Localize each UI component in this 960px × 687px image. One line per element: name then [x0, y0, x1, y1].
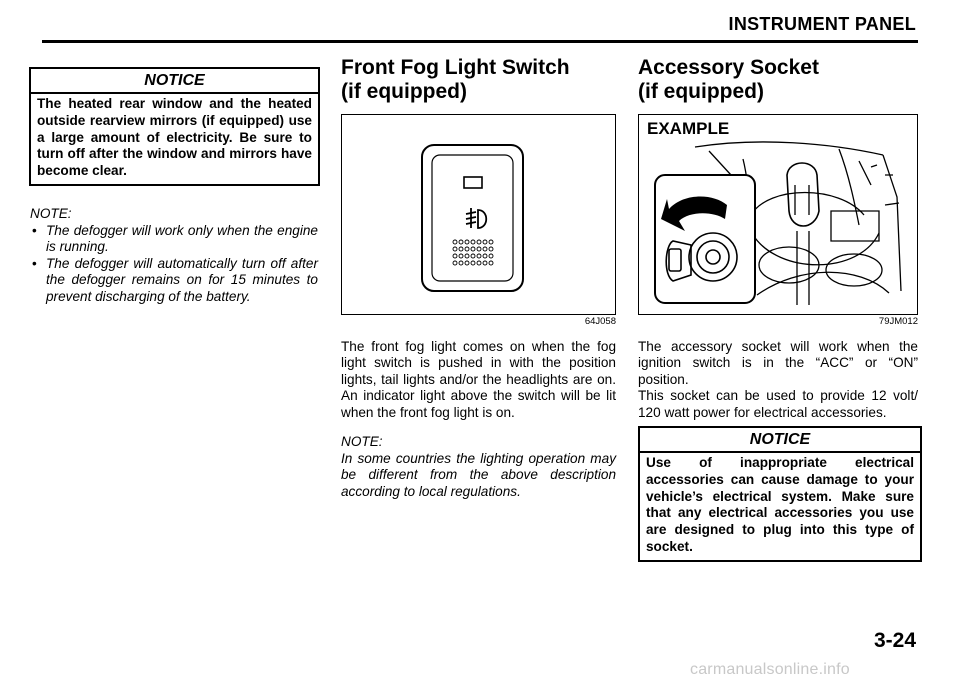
fog-switch-illustration [342, 115, 615, 314]
figure-example-label: EXAMPLE [647, 119, 730, 138]
note-label: NOTE: [30, 206, 72, 221]
note-label: NOTE: [341, 434, 383, 449]
note-item: • The defogger will automatically turn off after the defogger remains on for 15 minutes to prevent discharging of the battery. [30, 256, 318, 306]
switch-grip-dots [453, 240, 493, 265]
page-number: 3-24 [873, 629, 916, 652]
fog-light-paragraph: The front fog light comes on when the fog light switch is pushed in with the position lights, tail lights and/or the headlights are on. An indicator light above the switch will be lit when the front fog light is on. [341, 339, 616, 420]
fog-light-heading-line2: (if equipped) [341, 80, 467, 103]
notice-body: The heated rear window and the heated outside rearview mirrors (if equipped) use a large amount of electricity. Be sure to turn off after the window and mirrors have become clear. [37, 96, 312, 179]
notice-body: Use of inappropriate electrical accessories can cause damage to your vehicle’s electrical system. Make sure that any electrical accessories you use are designed to plug into this type of socket. [646, 455, 914, 554]
fog-light-heading [341, 56, 621, 104]
accessory-socket-figure [638, 114, 918, 315]
watermark: carmanualsonline.info [690, 661, 850, 678]
defogger-note [30, 206, 318, 306]
socket-paragraph-1: The accessory socket will work when the ignition switch is in the “ACC” or “ON” position. [638, 339, 918, 387]
fog-light-description [341, 339, 616, 421]
header-rule [42, 40, 918, 43]
fog-figure-code: 64J058 [584, 316, 616, 327]
accessory-socket-description [638, 339, 918, 421]
section-title: INSTRUMENT PANEL [728, 14, 916, 34]
notice-title: NOTICE [31, 69, 318, 94]
notice-heated-window [29, 67, 320, 186]
notice-accessories [638, 426, 922, 562]
socket-figure-code: 79JM012 [878, 316, 918, 327]
accessory-socket-heading [638, 56, 918, 104]
indicator-light-icon [464, 177, 482, 188]
fog-light-note [341, 434, 616, 500]
note-text: In some countries the lighting operation may be different from the above description according to local regulations. [341, 450, 616, 499]
socket-detail-inset [655, 175, 755, 303]
accessory-socket-illustration [639, 115, 917, 314]
notice-title: NOTICE [640, 428, 920, 453]
fog-switch-figure [341, 114, 616, 315]
fog-light-heading-line1: Front Fog Light Switch [341, 56, 570, 79]
fog-light-icon [466, 208, 486, 228]
accessory-socket-heading-line1: Accessory Socket [638, 56, 819, 79]
socket-paragraph-2: This socket can be used to provide 12 volt/ 120 watt power for electrical accessories. [638, 388, 918, 420]
note-item: • The defogger will work only when the engine is running. [30, 223, 318, 256]
accessory-socket-heading-line2: (if equipped) [638, 80, 764, 103]
note-list [30, 223, 318, 306]
